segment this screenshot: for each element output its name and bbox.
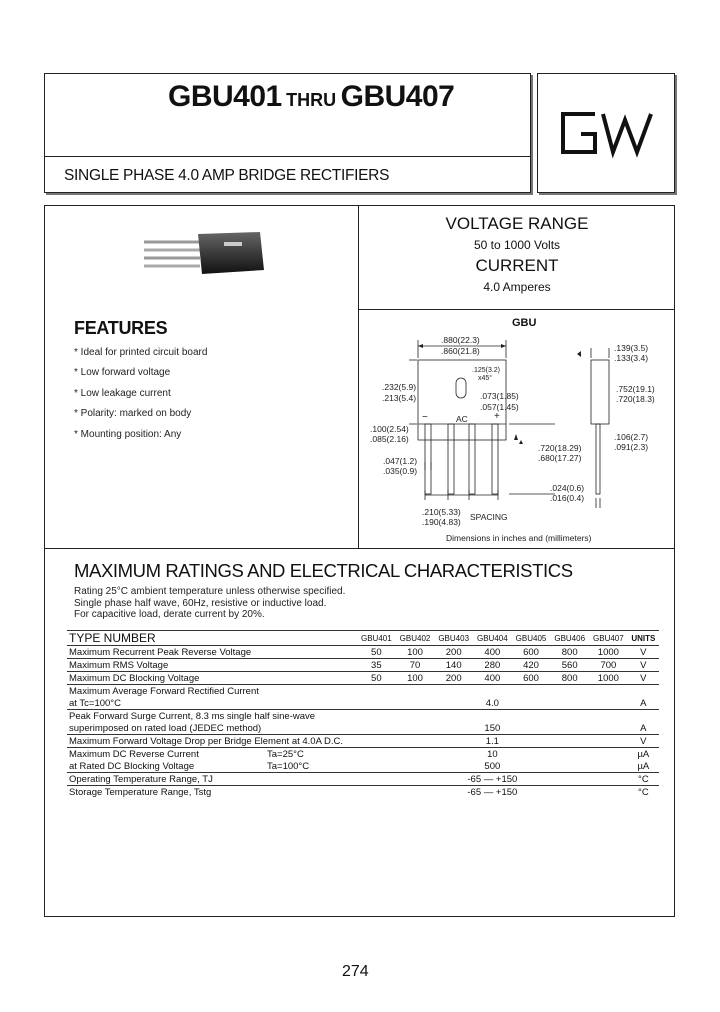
page-title: [168, 80, 454, 114]
dim-pin-a: .047(1.2): [383, 456, 418, 466]
polarity-minus: −: [422, 412, 428, 423]
table-row: Maximum RMS Voltage 35 70 140 280 420 560 700 V: [67, 659, 659, 672]
dim-length-b: .680(17.27): [538, 453, 582, 463]
dim-length-a: .720(18.29): [538, 443, 582, 453]
table-row: Maximum DC Reverse Current Ta=25°C 10 µA: [67, 748, 659, 761]
dim-spacing-label: SPACING: [470, 512, 508, 522]
polarity-ac: AC: [456, 414, 468, 424]
dim-lead-thk-a: .024(0.6): [550, 483, 585, 493]
table-row: Maximum Forward Voltage Drop per Bridge Element at 4.0A D.C. 1.1 V: [67, 735, 659, 748]
dim-height-a: .232(5.9): [382, 382, 417, 392]
component-image: [140, 228, 270, 278]
col-header: GBU402: [396, 631, 435, 646]
table-row: superimposed on rated load (JEDEC method) 150 A: [69, 722, 647, 734]
dim-spacing-b: .190(4.83): [422, 517, 461, 527]
current-value: 4.0 Amperes: [483, 280, 551, 294]
voltage-range-value: 50 to 1000 Volts: [473, 238, 561, 252]
ratings-heading: MAXIMUM RATINGS AND ELECTRICAL CHARACTERISTICS: [74, 560, 573, 581]
table-row: at Rated DC Blocking Voltage Ta=100°C 500 µA: [69, 760, 650, 772]
dim-width-bot: .860(21.8): [441, 346, 480, 356]
dim-width-top: .880(22.3): [441, 335, 480, 345]
col-header: GBU403: [434, 631, 473, 646]
dim-hole-b: x45°: [478, 375, 493, 382]
col-units: UNITS: [628, 631, 659, 646]
dim-r-b: .057(1.45): [480, 402, 519, 412]
dim-thk-b: .133(3.4): [614, 353, 649, 363]
col-header: GBU405: [512, 631, 551, 646]
section-divider: [44, 548, 675, 549]
col-header: GBU407: [589, 631, 628, 646]
table-row: Peak Forward Surge Current, 8.3 ms single half sine-wave: [67, 710, 659, 723]
dim-pin-b: .035(0.9): [383, 466, 418, 476]
voltage-range-label: VOLTAGE RANGE: [445, 214, 589, 233]
col-type-number: TYPE NUMBER: [67, 631, 357, 646]
ratings-table: [67, 630, 659, 798]
dim-spacing-a: .210(5.33): [422, 507, 461, 517]
dim-lead-thk-b: .016(0.4): [550, 493, 585, 503]
diagram-caption: Dimensions in inches and (millimeters): [446, 533, 592, 543]
current-label: CURRENT: [475, 256, 559, 275]
page-subtitle: SINGLE PHASE 4.0 AMP BRIDGE RECTIFIERS: [64, 167, 390, 184]
table-row: Maximum Average Forward Rectified Current: [67, 685, 659, 698]
feature-item: * Low leakage current: [74, 388, 171, 399]
dim-body-b: .720(18.3): [616, 394, 655, 404]
title-part2: GBU407: [340, 80, 455, 113]
features-heading: FEATURES: [74, 318, 168, 338]
feature-item: * Polarity: marked on body: [74, 408, 192, 419]
dim-thk-a: .139(3.5): [614, 343, 649, 353]
header-divider: [44, 156, 531, 157]
dim-lead-a: .100(2.54): [370, 424, 409, 434]
dim-lead-b: .085(2.16): [370, 434, 409, 444]
table-row: Maximum DC Blocking Voltage 50 100 200 400 600 800 1000 V: [67, 672, 659, 685]
package-label: GBU: [512, 317, 537, 329]
table-row: Maximum Recurrent Peak Reverse Voltage 50 100 200 400 600 800 1000 V: [67, 646, 659, 659]
dim-body-a: .752(19.1): [616, 384, 655, 394]
title-thru: THRU: [286, 90, 337, 110]
dim-height-b: .213(5.4): [382, 393, 417, 403]
feature-item: * Ideal for printed circuit board: [74, 347, 208, 358]
col-header: GBU404: [473, 631, 512, 646]
dim-pin2-b: .091(2.3): [614, 442, 649, 452]
table-row: Operating Temperature Range, TJ -65 — +150 °C: [67, 773, 659, 786]
table-row: at Tc=100°C 4.0 A: [69, 697, 647, 709]
page-number: 274: [342, 963, 369, 980]
feature-item: * Mounting position: Any: [74, 429, 182, 440]
spec-divider: [358, 309, 675, 310]
table-header-row: [67, 631, 659, 646]
col-header: GBU401: [357, 631, 396, 646]
col-header: GBU406: [550, 631, 589, 646]
dim-pin2-a: .106(2.7): [614, 432, 649, 442]
dim-r-a: .073(1.85): [480, 391, 519, 401]
dim-hole-a: .125(3.2): [472, 367, 501, 374]
table-row: Storage Temperature Range, Tstg -65 — +150 °C: [67, 786, 659, 799]
ratings-notes: Rating 25°C ambient temperature unless otherwise specified. Single phase half wave, 60Hz, resistive or inductive load. For capacitive load, derate current by 20%.: [74, 586, 346, 620]
polarity-plus: +: [494, 411, 500, 422]
title-part1: GBU401: [168, 80, 282, 113]
gw-logo: [555, 108, 659, 158]
feature-item: * Low forward voltage: [74, 367, 171, 378]
